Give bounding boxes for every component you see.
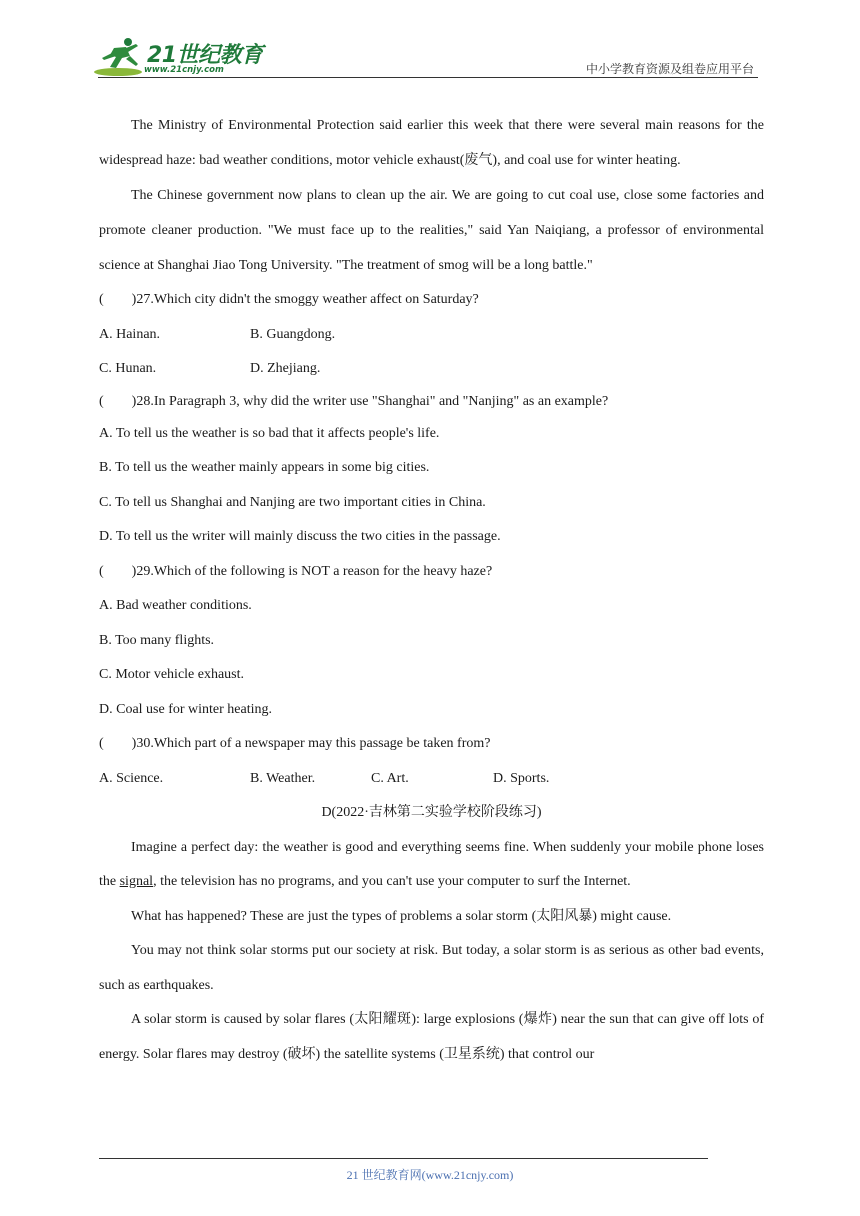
question-30 [99, 727, 764, 796]
underlined-word: signal [119, 874, 154, 889]
passage-paragraph [99, 831, 764, 900]
question-29 [99, 555, 764, 728]
option-b: B. Guangdong. [250, 326, 336, 342]
passage-paragraph: You may not think solar storms put our society at risk. But today, a solar storm is as serious as other bad events, such as earthquakes. [99, 943, 764, 993]
options-row [99, 318, 764, 353]
question-stem: ( )29.Which of the following is NOT a reason for the heavy haze? [99, 563, 493, 579]
runner-logo-icon [92, 36, 152, 78]
paragraph-text: , the television has no programs, and you can't use your computer to surf the Internet. [153, 874, 631, 889]
footer-link[interactable]: 21 世纪教育网(www.21cnjy.com) [346, 1168, 514, 1182]
option-d: D. Sports. [493, 770, 550, 786]
question-stem: ( )28.In Paragraph 3, why did the writer use "Shanghai" and "Nanjing" as an example? [99, 393, 609, 409]
option-c: C. Art. [371, 770, 409, 786]
option-c: C. To tell us Shanghai and Nanjing are two important cities in China. [99, 494, 486, 510]
footer-divider [99, 1158, 708, 1159]
document-body [99, 108, 764, 1072]
question-28 [99, 387, 764, 555]
passage-paragraph: The Ministry of Environmental Protection said earlier this week that there were several main reasons for the widespread haze: bad weather conditions, motor vehicle exhaust(废气), and coal use for winter heating. [99, 118, 764, 168]
option-d: D. To tell us the writer will mainly discuss the two cities in the passage. [99, 529, 501, 544]
option-b: B. Too many flights. [99, 632, 215, 648]
options-row [99, 352, 764, 387]
option-a: A. Hainan. [99, 326, 161, 342]
paragraph-text: Imagine a perfect day: the weather is good and everything seems fine. When suddenly your mobile phone loses the [99, 839, 764, 889]
question-stem: ( )30.Which part of a newspaper may this passage be taken from? [99, 736, 491, 751]
option-a: A. To tell us the weather is so bad that it affects people's life. [99, 425, 440, 441]
page-header [0, 0, 860, 80]
question-stem: ( )27.Which city didn't the smoggy weather affect on Saturday? [99, 292, 479, 307]
passage-paragraph: The Chinese government now plans to clean up the air. We are going to cut coal use, close some factories and promote cleaner production. "We must face up to the realities," said Yan Naiqiang, a professor of environmental science at Shanghai Jiao Tong University. "The treatment of smog will be a long battle." [99, 188, 764, 273]
option-a: A. Science. [99, 770, 164, 786]
header-divider [98, 77, 758, 78]
logo-url: www.21cnjy.com [144, 65, 224, 75]
option-a: A. Bad weather conditions. [99, 598, 252, 613]
platform-name: 中小学教育资源及组卷应用平台 [585, 62, 754, 76]
section-heading: D(2022·吉林第二实验学校阶段练习) [321, 805, 542, 820]
option-b: B. To tell us the weather mainly appears in some big cities. [99, 460, 430, 475]
option-d: D. Coal use for winter heating. [99, 701, 273, 717]
option-b: B. Weather. [250, 770, 316, 786]
site-logo[interactable] [92, 36, 262, 78]
option-c: C. Motor vehicle exhaust. [99, 667, 245, 682]
logo-text: 21世纪教育 [147, 43, 263, 68]
passage-paragraph: A solar storm is caused by solar flares (太阳耀斑): large explosions (爆炸) near the sun that can give off lots of energy. Solar flares may destroy (破坏) the satellite systems (卫星系统) that control our [99, 1012, 764, 1062]
question-27 [99, 283, 764, 387]
option-d: D. Zhejiang. [250, 361, 321, 376]
passage-paragraph: What has happened? These are just the types of problems a solar storm (太阳风暴) might cause. [131, 908, 672, 924]
options-row [99, 762, 764, 797]
option-c: C. Hunan. [99, 361, 157, 376]
